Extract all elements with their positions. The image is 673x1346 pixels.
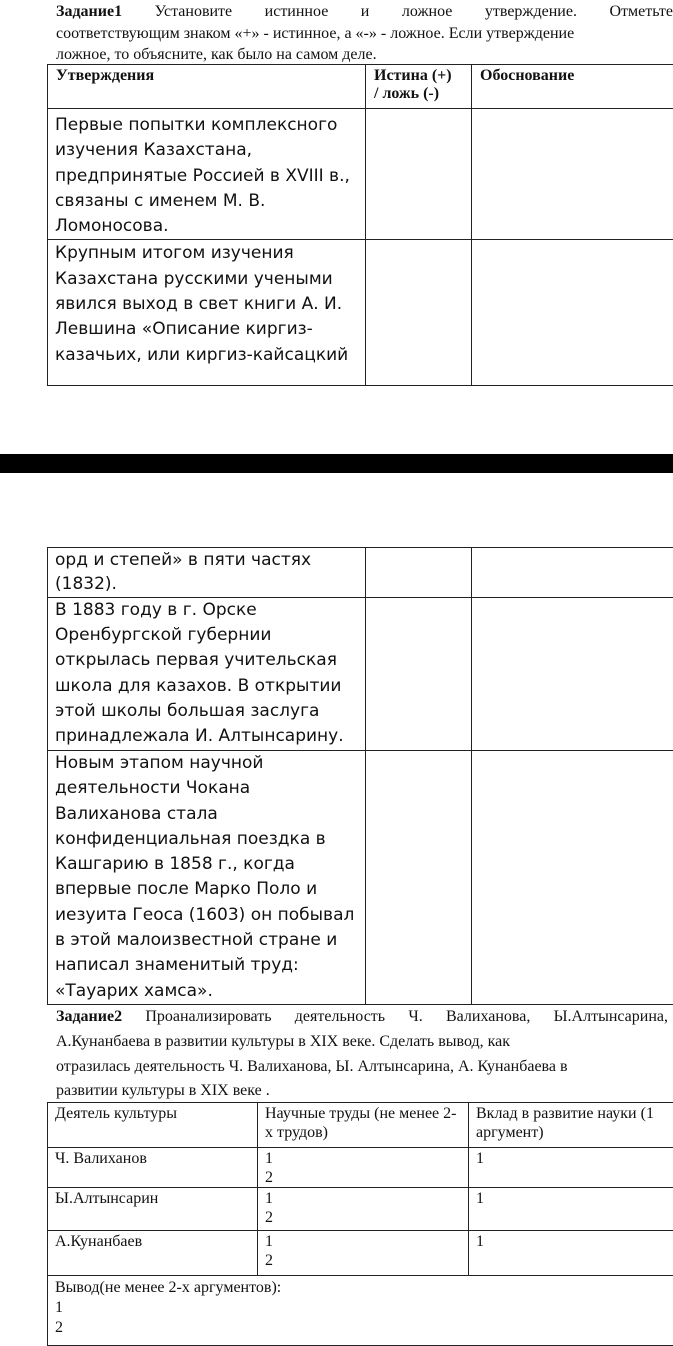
table-row <box>48 109 673 240</box>
task2-heading: Задание2 <box>56 1008 122 1025</box>
works-cell[interactable]: 1 2 <box>258 1231 469 1276</box>
statement-cell: В 1883 году в г. Орске Оренбургской губернии открылась первая учительская школа для казахов. В открытии этой школы большая заслуга принадлежала И. Алтынсарину. <box>48 598 366 751</box>
task2-header-row <box>48 1103 673 1148</box>
table-row <box>48 1231 673 1276</box>
conclusion-row <box>48 1276 673 1346</box>
reason-input-cell[interactable] <box>472 598 673 751</box>
col-header-works: Научные труды (не менее 2-х трудов) <box>258 1103 469 1148</box>
task2-table <box>47 1102 673 1346</box>
col-header-statements: Утверждения <box>48 65 366 109</box>
table-row <box>48 240 673 386</box>
task2-instruction-line1: Задание2 Проанализировать деятельность Ч. Валиханова, Ы.Алтынсарина, <box>56 1005 668 1029</box>
statement-cell: Новым этапом научной деятельности Чокана Валиханова стала конфиденциальная поездка в Кашгарию в 1858 г., когда впервые после Марко Поло и иезуита Геоса (1603) он побывал в этой малоизвестной стране и написал знаменитый труд: «Тауарих хамса». <box>48 751 366 1005</box>
works-cell[interactable]: 1 2 <box>258 1188 469 1231</box>
reason-input-cell[interactable] <box>472 548 673 598</box>
contribution-cell[interactable]: 1 <box>469 1188 673 1231</box>
truth-input-cell[interactable] <box>366 751 472 1005</box>
statement-cell: Первые попытки комплексного изучения Казахстана, предпринятые Россией в XVIII в., связаны с именем М. В. Ломоносова. <box>48 109 366 240</box>
reason-input-cell[interactable] <box>472 240 673 386</box>
task1-header-row <box>48 65 673 109</box>
figure-name-cell: Ы.Алтынсарин <box>48 1188 258 1231</box>
reason-input-cell[interactable] <box>472 751 673 1005</box>
task1-table-part2 <box>47 547 673 1005</box>
truth-input-cell[interactable] <box>366 548 472 598</box>
task2-instruction-line4: развитии культуры в XIX веке . <box>56 1079 270 1103</box>
task1-instruction-line3: ложное, то объясните, как было на самом деле. <box>56 46 377 64</box>
truth-input-cell[interactable] <box>366 109 472 240</box>
conclusion-label: Вывод(не менее 2-х аргументов): <box>55 1278 671 1298</box>
table-row <box>48 598 673 751</box>
figure-name-cell: А.Кунанбаев <box>48 1231 258 1276</box>
task2-instruction-line3: отразилась деятельность Ч. Валиханова, Ы. Алтынсарина, А. Кунанбаева в <box>56 1055 568 1079</box>
reason-input-cell[interactable] <box>472 109 673 240</box>
truth-input-cell[interactable] <box>366 598 472 751</box>
statement-cell: Крупным итогом изучения Казахстана русскими учеными явился выход в свет книги А. И. Левшина «Описание киргиз-казачьих, или киргиз-кайсацкий <box>48 240 366 386</box>
truth-input-cell[interactable] <box>366 240 472 386</box>
col-header-truth: Истина (+) / ложь (-) <box>366 65 472 109</box>
col-header-contribution: Вклад в развитие науки (1 аргумент) <box>469 1103 673 1148</box>
table-row <box>48 1188 673 1231</box>
works-cell[interactable]: 1 2 <box>258 1148 469 1188</box>
figure-name-cell: Ч. Валиханов <box>48 1148 258 1188</box>
task1-table-part1 <box>47 64 673 386</box>
table-row <box>48 548 673 598</box>
contribution-cell[interactable]: 1 <box>469 1231 673 1276</box>
page-separator-bar <box>0 454 673 473</box>
statement-cell: орд и степей» в пяти частях (1832). <box>48 548 366 598</box>
table-row <box>48 751 673 1005</box>
task2-instruction-line2: А.Кунанбаева в развитии культуры в XIX веке. Сделать вывод, как <box>56 1030 510 1054</box>
conclusion-cell[interactable]: Вывод(не менее 2-х аргументов): 1 2 <box>48 1276 673 1346</box>
task1-heading: Задание1 <box>56 3 122 20</box>
contribution-cell[interactable]: 1 <box>469 1148 673 1188</box>
col-header-reason: Обоснование <box>472 65 673 109</box>
col-header-figure: Деятель культуры <box>48 1103 258 1148</box>
table-row <box>48 1148 673 1188</box>
task1-instruction-line1: Задание1 Установите истинное и ложное утверждение. Отметьте <box>56 3 673 21</box>
task1-instruction-line2: соответствующим знаком «+» - истинное, а «-» - ложное. Если утверждение <box>56 25 574 43</box>
